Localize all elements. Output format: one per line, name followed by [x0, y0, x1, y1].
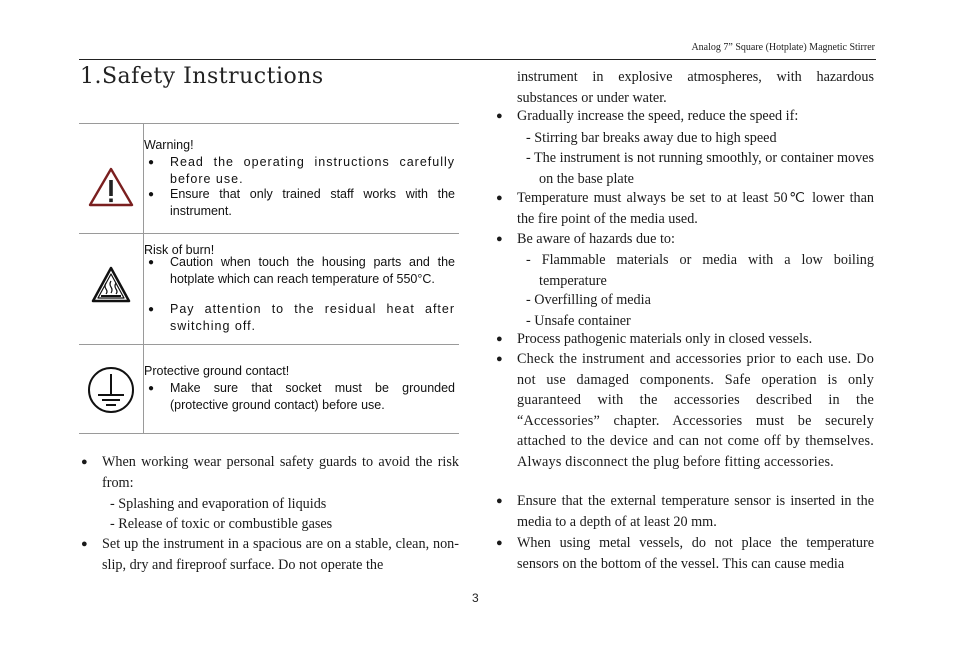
warning-item: ● Read the operating instructions carefully before use. [148, 155, 455, 186]
warning-heading: Warning! [144, 138, 194, 152]
sub-list-item: - The instrument is not running smoothly, or container moves on the base plate [526, 150, 874, 187]
sub-list-item: - Release of toxic or combustible gases [110, 516, 333, 532]
list-item: ● Temperature must always be set to at least 50℃ lower than the fire point of the media used. [496, 190, 874, 227]
list-item: ● Gradually increase the speed, reduce the speed if: [496, 108, 799, 124]
list-item: ● Check the instrument and accessories prior to each use. Do not use damaged components. Safe operation is only guaranteed with the accessories described in the “Accessories” chapter. Accessories must be securely attached to the device and can not come off by themselves. Always disconnect the plug before fitting accessories. [496, 351, 874, 470]
warning-heading: Protective ground contact! [144, 364, 290, 378]
list-item: ● Process pathogenic materials only in closed vessels. [496, 331, 813, 347]
page-title: 1.Safety Instructions [80, 64, 324, 89]
sub-list-item: - Unsafe container [526, 313, 631, 329]
sub-list-item: - Overfilling of media [526, 292, 651, 308]
warning-row [79, 344, 459, 434]
warning-item: ● Make sure that socket must be grounded (protective ground contact) before use. [148, 381, 455, 412]
sub-list-item: - Splashing and evaporation of liquids [110, 496, 327, 512]
hot-surface-icon [91, 266, 131, 304]
protective-ground-icon [86, 365, 136, 415]
warning-item: ● Caution when touch the housing parts and the hotplate which can reach temperature of 550°C. [148, 255, 455, 286]
header-text: Analog 7” Square (Hotplate) Magnetic Stirrer [691, 42, 875, 53]
sub-list-item: - Stirring bar breaks away due to high speed [526, 130, 777, 146]
list-item-continuation: instrument in explosive atmospheres, with hazardous substances or under water. [517, 69, 874, 106]
warning-row [79, 233, 459, 345]
warning-item: ● Pay attention to the residual heat after switching off. [148, 302, 455, 333]
list-item: ● Be aware of hazards due to: [496, 231, 675, 247]
list-item: ● Set up the instrument in a spacious are on a stable, clean, non-slip, dry and fireproof surface. Do not operate the [81, 536, 459, 573]
list-item: ● Ensure that the external temperature sensor is inserted in the media to a depth of at least 20 mm. [496, 493, 874, 530]
sub-list-item: - Flammable materials or media with a low boiling temperature [526, 252, 874, 289]
warning-triangle-icon [88, 166, 134, 208]
warning-row [79, 123, 459, 234]
list-item: ● When using metal vessels, do not place the temperature sensors on the bottom of the vessel. This can cause media [496, 535, 874, 572]
warning-item: ● Ensure that only trained staff works with the instrument. [148, 187, 455, 218]
list-item: ● When working wear personal safety guards to avoid the risk from: [81, 454, 459, 491]
page-number: 3 [472, 591, 479, 605]
header-rule [79, 59, 876, 60]
warning-heading: Risk of burn! [144, 243, 215, 257]
